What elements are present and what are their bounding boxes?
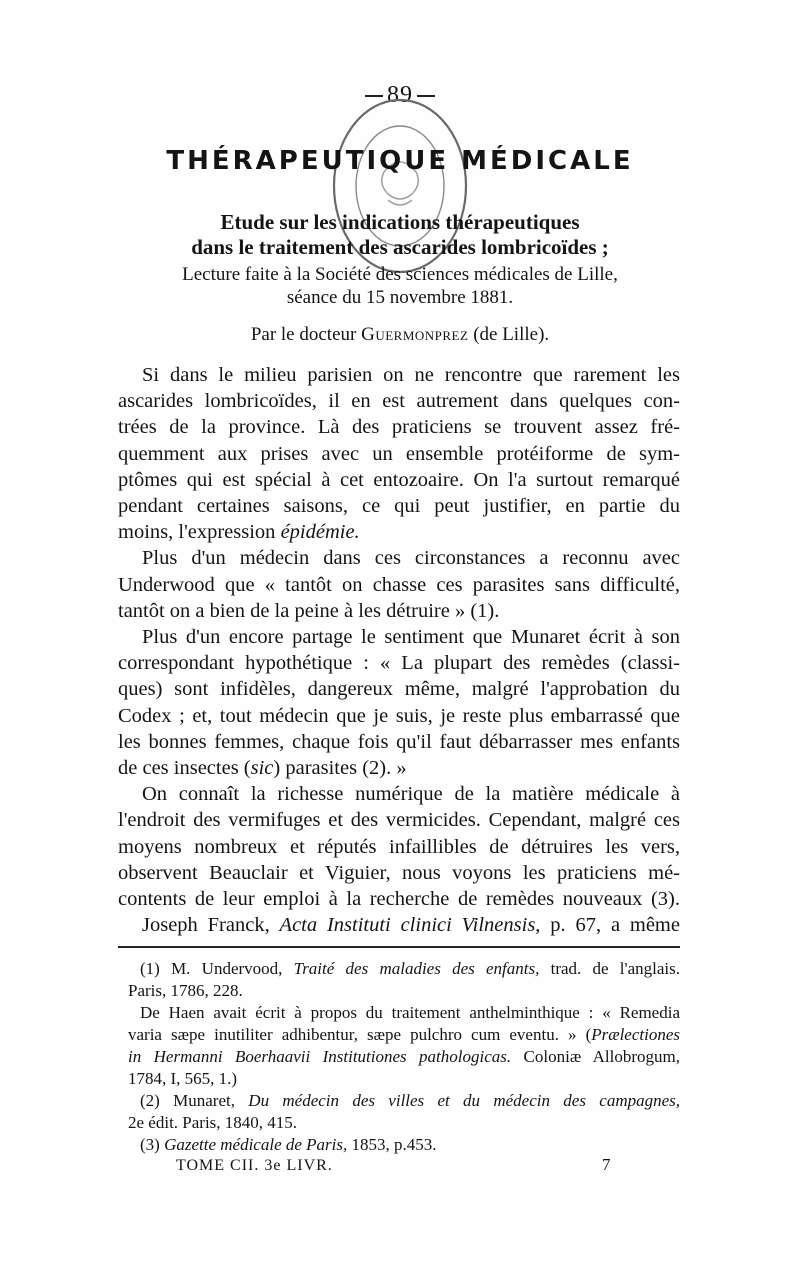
footnote-line: [128, 1090, 680, 1112]
body-line: pendant certaines saisons, ce qui peut justifier, en partie du: [118, 495, 680, 517]
body-line: observent Beauclair et Viguier, nous voyons les praticiens mé-: [118, 861, 680, 884]
footnote-line: [128, 1024, 680, 1046]
page-number: 89: [340, 82, 460, 109]
italic-term: sic: [250, 757, 274, 779]
italic-term: épidémie.: [280, 521, 360, 544]
footnote-line: [128, 958, 680, 980]
author-prefix: Par le docteur: [250, 324, 357, 345]
body-line: [118, 886, 680, 912]
footnote-text: 1853, p.453.: [351, 1135, 437, 1154]
body-text: Joseph Franck,: [142, 914, 280, 937]
body-line: les bonnes femmes, chaque fois qu'il faut débarrasser mes enfants: [118, 730, 680, 753]
body-text: p. 67, a même: [550, 914, 680, 937]
body-line: moyens nombreux et réputés infaillibles de détruires les vers,: [118, 835, 680, 858]
body-text: contents de leur emploi à la recherche de remèdes nouveaux (3).: [118, 888, 680, 910]
footnote-text: trad. de l'anglais.: [550, 959, 680, 978]
footnote-italic: in Hermanni Boerhaavii Institutiones pathologicas.: [128, 1047, 512, 1066]
author-name: Guermonprez: [361, 324, 469, 345]
footnote-line: [128, 1046, 680, 1068]
footnote-line: 1784, I, 565, 1.): [128, 1069, 238, 1088]
italic-term: Acta Instituti clinici Vilnensis,: [279, 914, 551, 937]
body-line: [118, 912, 680, 938]
body-line: correspondant hypothétique : « La plupart des remèdes (classi-: [118, 652, 680, 675]
footnote-text: Coloniæ Allobrogum,: [523, 1047, 680, 1066]
footnote-text: (3): [140, 1135, 160, 1154]
body-line: [118, 755, 680, 781]
gathering-signature: 7: [602, 1155, 611, 1174]
footnote-line: 2e édit. Paris, 1840, 415.: [128, 1113, 298, 1132]
footnote-line: Paris, 1786, 228.: [128, 981, 243, 1000]
body-line: Underwood que « tantôt on chasse ces parasites sans difficulté,: [118, 573, 680, 596]
body-line: Plus d'un médecin dans ces circonstances a reconnu avec: [142, 547, 680, 570]
body-line: ques) sont infidèles, dangereux même, malgré l'approbation du: [118, 678, 680, 701]
body-line: Si dans le milieu parisien on ne rencontre que rarement les: [142, 364, 680, 386]
author-line: [0, 324, 800, 346]
body-text: de ces insectes (: [118, 757, 251, 779]
body-line: Codex ; et, tout médecin que je suis, je reste plus embarrassé que: [118, 704, 680, 727]
body-line: On connaît la richesse numérique de la matière médicale à: [142, 783, 680, 806]
footnote-rule: [118, 946, 680, 948]
footnote-italic: Du médecin des villes et du médecin des campagnes,: [248, 1091, 680, 1110]
article-title-line2: dans le traitement des ascarides lombricoïdes ;: [191, 235, 609, 259]
article-title-line1: Etude sur les indications thérapeutiques: [220, 210, 580, 234]
body-line: l'endroit des vermifuges et des vermicides. Cependant, malgré ces: [118, 809, 680, 832]
body-line: tantôt on a bien de la peine à les détruire » (1).: [118, 599, 500, 622]
section-title: THÉRAPEUTIQUE MÉDICALE: [166, 146, 634, 176]
lecture-note-line2: séance du 15 novembre 1881.: [286, 287, 514, 308]
body-line: Plus d'un encore partage le sentiment que Munaret écrit à son: [142, 626, 680, 648]
footnote-line: [128, 1134, 680, 1156]
body-text: ) parasites (2). »: [273, 757, 407, 779]
body-line: quemment aux prises avec un ensemble protéiforme de sym-: [118, 442, 680, 465]
footnote-line: De Haen avait écrit à propos du traitement anthelminthique : « Remedia: [140, 1003, 680, 1022]
footnote-text: (1) M. Undervood,: [140, 959, 283, 978]
footnote-text: varia sæpe inutiliter adhibentur, sæpe pulchro cum eventu. » (: [128, 1025, 592, 1044]
footnote-italic: Gazette médicale de Paris,: [164, 1135, 348, 1154]
body-line: ptômes qui est spécial à cet entozoaire. On l'a surtout remarqué: [118, 468, 680, 491]
body-line: trées de la province. Là des praticiens se trouvent assez fré-: [118, 416, 680, 439]
body-text: moins, l'expression: [118, 521, 276, 544]
footnote-italic: Prælectiones: [591, 1025, 680, 1044]
footnote-text: (2) Munaret,: [140, 1091, 235, 1110]
footnote-italic: Traité des maladies des enfants,: [293, 959, 540, 978]
body-line: ascarides lombricoïdes, il en est autrement dans quelques con-: [118, 390, 680, 413]
lecture-note-line1: Lecture faite à la Société des sciences médicales de Lille,: [182, 264, 618, 285]
volume-signature: TOME CII. 3e LIVR.: [176, 1157, 333, 1174]
body-line: [118, 519, 680, 545]
author-suffix: (de Lille).: [473, 324, 550, 345]
